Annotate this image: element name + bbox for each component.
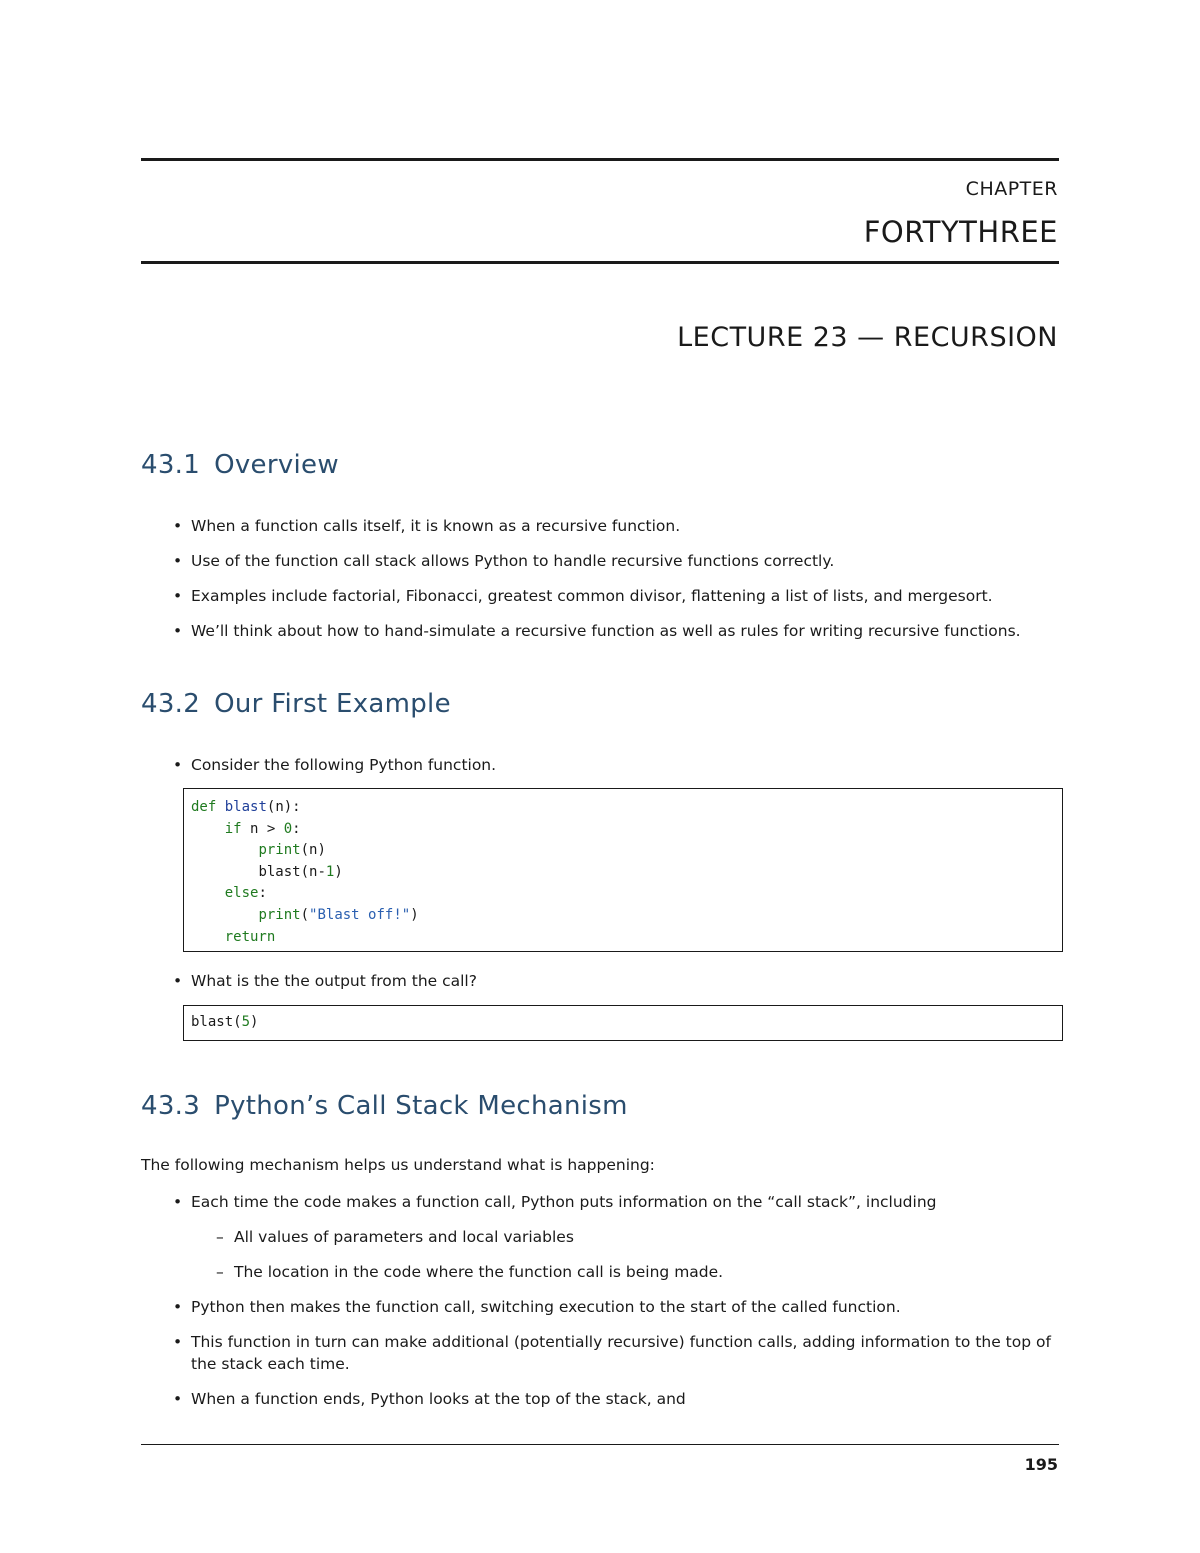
list-item: • Python then makes the function call, switching execution to the start of the called function.: [173, 1296, 1063, 1318]
code-text: (n):: [266, 799, 301, 815]
list-item: • When a function calls itself, it is known as a recursive function.: [173, 515, 1021, 537]
list-item: • We’ll think about how to hand-simulate a recursive function as well as rules for writing recursive functions.: [173, 620, 1021, 642]
section-title: Python’s Call Stack Mechanism: [214, 1091, 628, 1121]
chapter-top-rule: [141, 158, 1059, 161]
code-text: (n): [300, 842, 326, 859]
page-number: 195: [1024, 1455, 1058, 1474]
list-item: • What is the the output from the call?: [173, 970, 477, 992]
list-item: – The location in the code where the function call is being made.: [216, 1261, 1063, 1283]
example-question-bullet: [173, 970, 477, 992]
code-builtin: print: [258, 906, 301, 923]
overview-bullet-list: [173, 515, 1021, 642]
code-text: :: [292, 820, 301, 837]
chapter-title: LECTURE 23 — RECURSION: [677, 322, 1058, 353]
code-text: :: [258, 885, 267, 902]
call-stack-bullet-list: [173, 1191, 1063, 1410]
chapter-number: FORTYTHREE: [863, 215, 1058, 249]
code-text: ): [334, 863, 343, 880]
code-keyword: else: [224, 885, 259, 902]
code-number: 1: [325, 863, 335, 880]
chapter-label: CHAPTER: [965, 178, 1058, 200]
section-number: 43.1: [141, 450, 201, 480]
list-item: • This function in turn can make additional (potentially recursive) function calls, adding information to the top of the stack each time.: [173, 1331, 1063, 1375]
code-builtin: print: [258, 842, 301, 859]
code-block-blast-call: [183, 1005, 1063, 1041]
code-keyword: return: [224, 928, 276, 945]
list-item: • Examples include factorial, Fibonacci, greatest common divisor, flattening a list of lists, and mergesort.: [173, 585, 1021, 607]
code-string: "Blast off!": [309, 906, 411, 923]
list-item: • Each time the code makes a function call, Python puts information on the “call stack”, including: [173, 1191, 1063, 1213]
code-text: ): [250, 1014, 259, 1030]
chapter-bottom-rule: [141, 261, 1059, 264]
code-text: n >: [250, 820, 284, 837]
section-number: 43.3: [141, 1091, 201, 1121]
section-heading-first-example: [141, 689, 451, 719]
code-number: 5: [241, 1014, 251, 1030]
list-item: – All values of parameters and local variables: [216, 1226, 1063, 1248]
section-heading-overview: [141, 450, 339, 480]
code-keyword: def: [191, 799, 217, 815]
code-keyword: if: [224, 820, 242, 837]
list-item: • When a function ends, Python looks at the top of the stack, and: [173, 1388, 1063, 1410]
call-stack-intro: The following mechanism helps us understand what is happening:: [141, 1156, 655, 1174]
code-text: blast(: [191, 1014, 242, 1030]
list-item: • Use of the function call stack allows Python to handle recursive functions correctly.: [173, 550, 1021, 572]
section-title: Overview: [214, 450, 339, 480]
section-heading-call-stack: [141, 1091, 628, 1121]
code-function-name: blast: [224, 799, 267, 815]
code-number: 0: [283, 820, 293, 837]
list-item: • Consider the following Python function.: [173, 754, 496, 776]
code-block-blast-function: def blast(n): if n > 0: print(n) blast(n-1) else: print("Blast off!") return: [183, 788, 1063, 952]
code-text: blast(n-: [258, 863, 326, 880]
example-intro-bullet: [173, 754, 496, 776]
section-number: 43.2: [141, 689, 201, 719]
section-title: Our First Example: [214, 689, 451, 719]
footer-rule: [141, 1444, 1059, 1445]
